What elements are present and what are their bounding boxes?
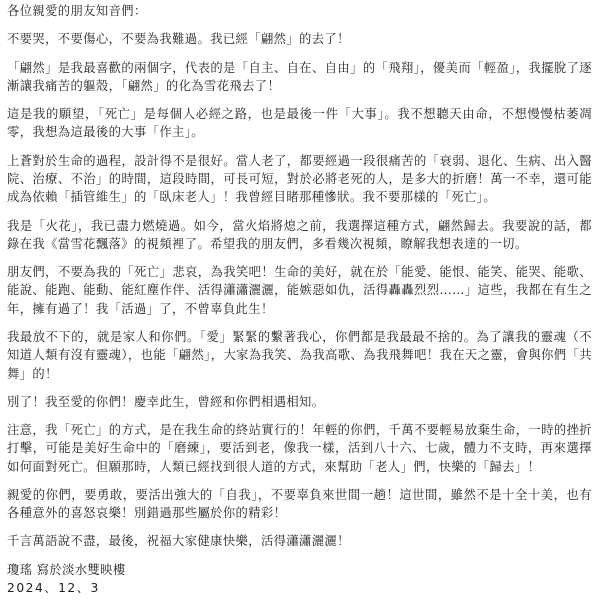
letter-body [7, 2, 592, 597]
greeting: 各位親愛的朋友知音們： [7, 4, 147, 18]
paragraph-10: 親愛的你們，要勇敢，要活出強大的「自我」，不要辜負來世間一趟！這世間，雖然不是十全十美，也有各種意外的喜怒哀樂！別錯過那些屬於你的精彩！ [7, 487, 592, 521]
paragraph-3: 這是我的願望，「死亡」是每個人必經之路，也是最後一件「大事」。我不想聽天由命，不想慢慢枯萎凋零，我想為這最後的大事「作主」。 [7, 107, 592, 140]
paragraph-7: 我最放不下的，就是家人和你們。「愛」緊緊的繫著我心，你們都是我最最不捨的。為了讓我的靈魂（不知道人類有沒有靈魂），也能「翩然」，大家為我笑、為我高歌、為我飛舞吧！我在天之靈，會與你們「共舞」的！ [7, 329, 592, 381]
date: 2024、12、3 [7, 581, 100, 596]
paragraph-1: 不要哭，不要傷心，不要為我難過。我已經「翩然」的去了！ [7, 32, 350, 47]
signature: 瓊瑤 寫於淡水雙映樓 [7, 562, 126, 577]
paragraph-6: 朋友們，不要為我的「死亡」悲哀，為我笑吧！生命的美好，就在於「能愛、能恨、能笑、能哭、能歌、能說、能跑、能動、能紅塵作伴、活得瀟瀟灑灑，能嫉惡如仇，活得轟轟烈烈……」這些，我都在有生之年，擁有過了！我「活過」了，不曾辜負此生！ [7, 265, 592, 316]
paragraph-11: 千言萬語說不盡，最後，祝福大家健康快樂，活得瀟瀟灑灑！ [7, 534, 350, 549]
paragraph-5: 我是「火花」，我已盡力燃燒過。如今，當火焰將熄之前，我選擇這種方式，翩然歸去。我要說的話，都錄在我《當雪花飄落》的視頻裡了。希望我的朋友們，多看幾次視頻，瞭解我想表達的一切。 [7, 218, 592, 251]
paragraph-4: 上蒼對於生命的過程，設計得不是很好。當人老了，都要經過一段很痛苦的「衰弱、退化、生病、出入醫院、治療、不治」的時間，這段時間，可長可短，對於必將老死的人，是多大的折磨！萬一不幸，還可能成為依賴「插管維生」的「臥床老人」！我曾經目睹那種慘狀。我不要那樣的「死亡」。 [7, 153, 592, 205]
paragraph-2: 「翩然」是我最喜歡的兩個字，代表的是「自主、自在、自由」的「飛翔」，優美而「輕盈」，我擺脫了逐漸讓我痛苦的軀殼，「翩然」的化為雪花飛去了！ [7, 60, 592, 93]
paragraph-9: 注意，我「死亡」的方式，是在我生命的終站實行的！年輕的你們，千萬不要輕易放棄生命，一時的挫折打擊，可能是美好生命中的「磨練」，要活到老，像我一樣，活到八十六、七歲，體力不支時，再來選擇如何面對死亡。但願那時，人類已經找到很人道的方式，來幫助「老人」們，快樂的「歸去」！ [7, 423, 592, 474]
paragraph-8: 別了！我至愛的你們！慶幸此生，曾經和你們相遇相知。 [7, 394, 325, 409]
